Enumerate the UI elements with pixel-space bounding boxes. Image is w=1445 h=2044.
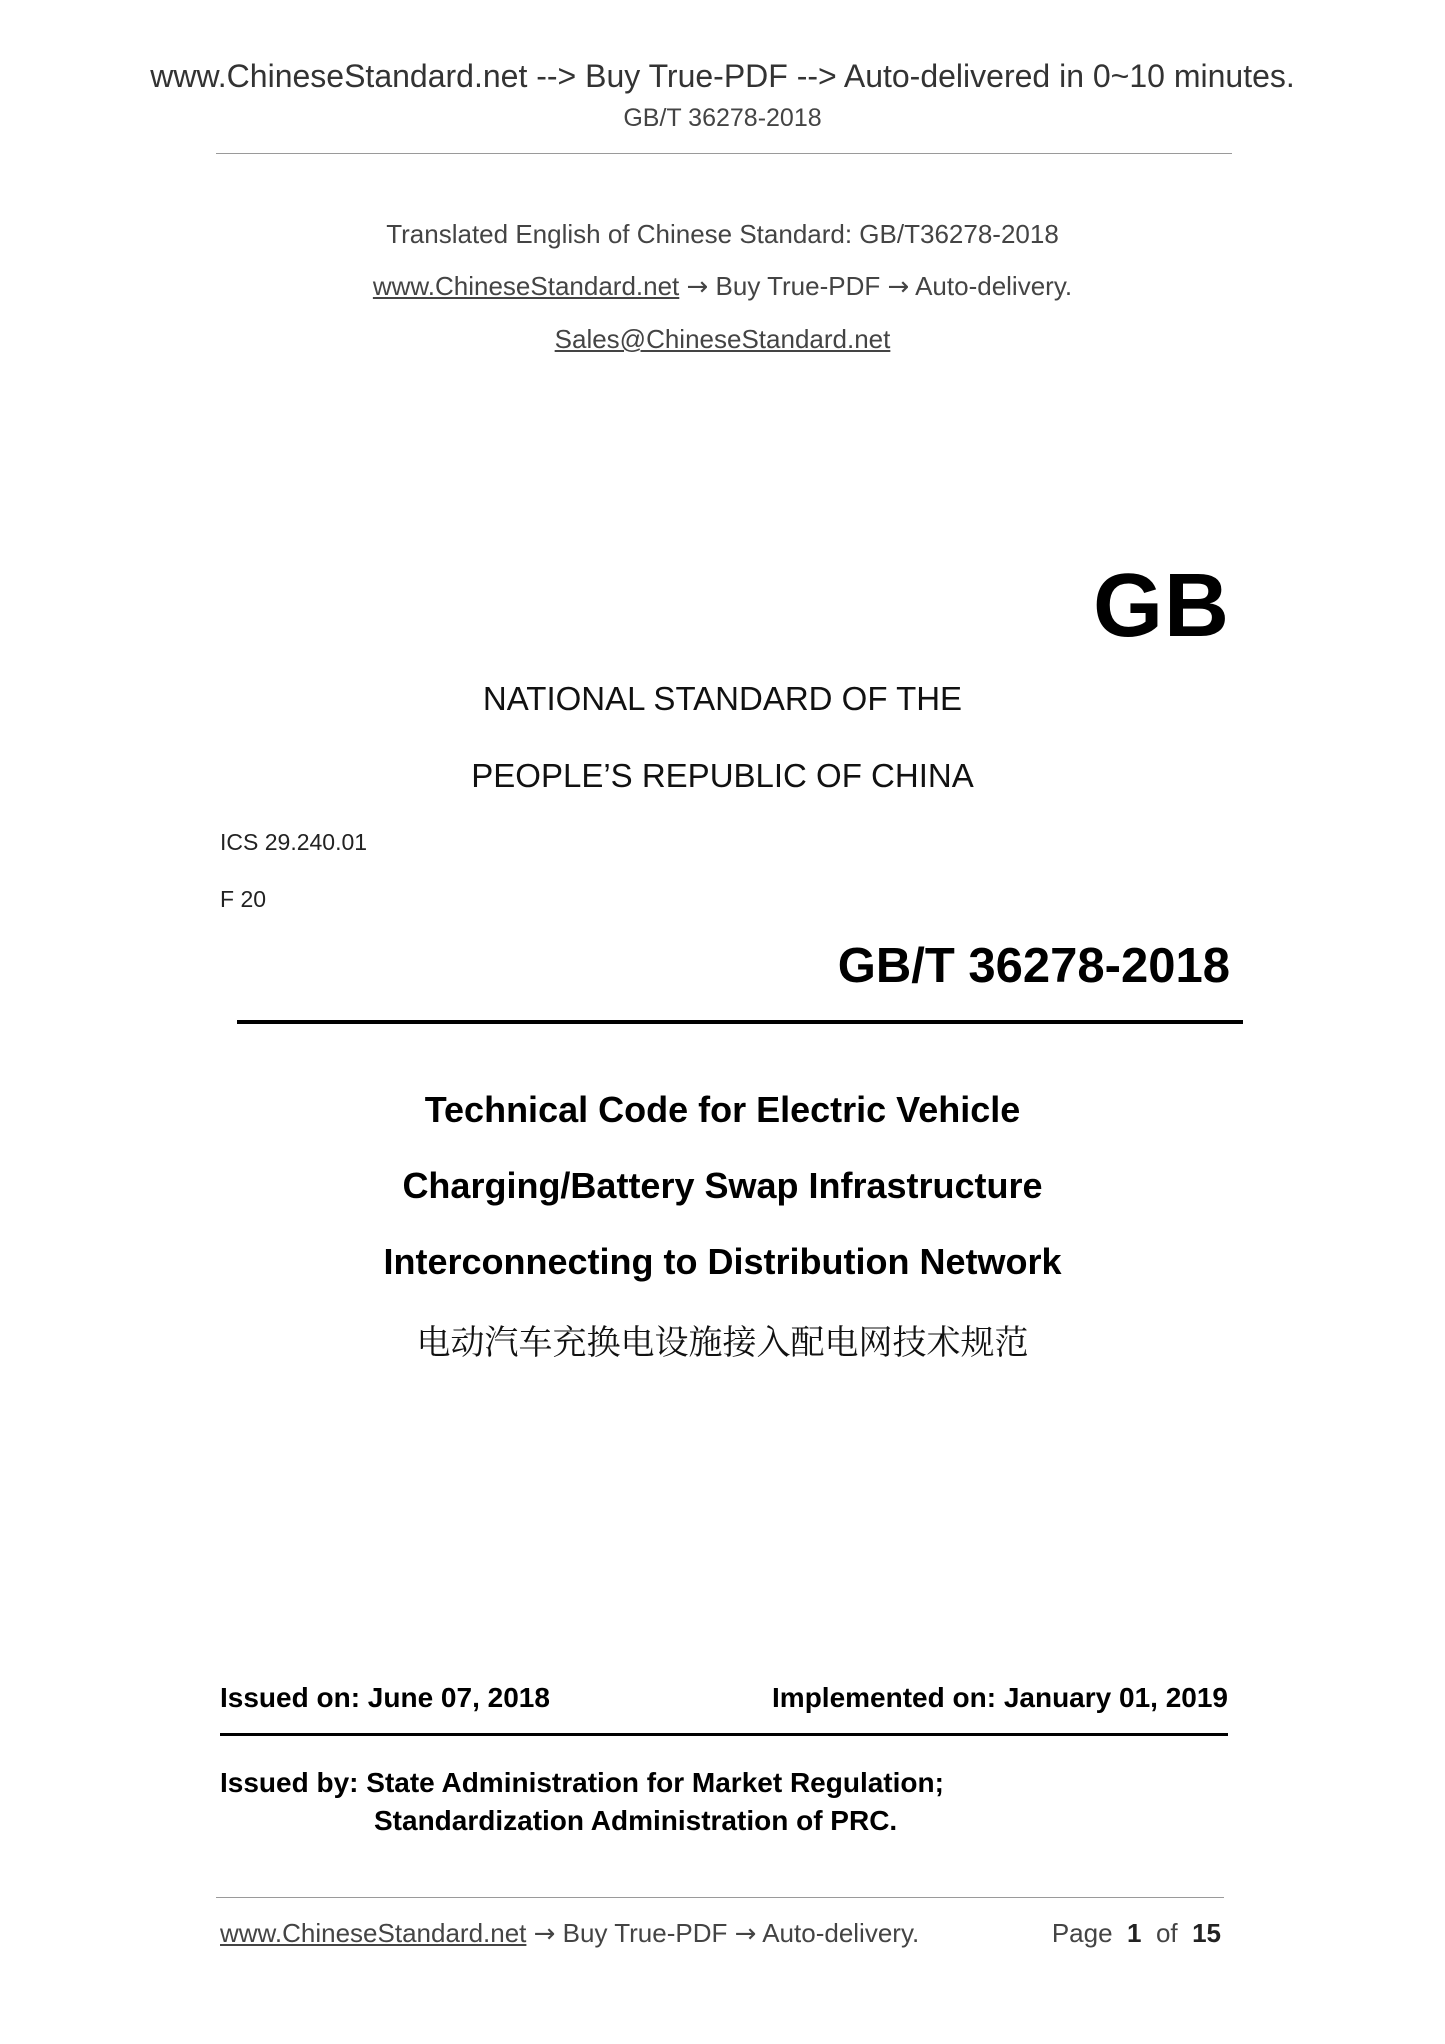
buy-text: Buy True-PDF xyxy=(715,271,881,301)
page-of: of xyxy=(1155,1918,1178,1948)
footer-buy-text: Buy True-PDF xyxy=(562,1918,728,1948)
footer-divider xyxy=(216,1897,1224,1898)
footer-delivery-text: Auto-delivery. xyxy=(762,1918,920,1948)
issued-date: Issued on: June 07, 2018 xyxy=(220,1682,550,1713)
arrow-right-icon: → xyxy=(887,272,910,302)
arrow-right-icon: → xyxy=(686,272,709,302)
page-indicator xyxy=(1052,1918,1221,1949)
delivery-text: Auto-delivery. xyxy=(915,271,1073,301)
national-standard-line1: NATIONAL STANDARD OF THE xyxy=(482,680,963,717)
classification-code: F 20 xyxy=(220,886,267,912)
page-current: 1 xyxy=(1127,1918,1142,1948)
site-link[interactable]: www.ChineseStandard.net xyxy=(372,271,680,301)
title-line1: Technical Code for Electric Vehicle xyxy=(424,1089,1021,1130)
translation-note: Translated English of Chinese Standard: GB/T36278-2018 xyxy=(386,219,1059,249)
gb-mark: GB xyxy=(1093,556,1230,656)
issue-divider xyxy=(220,1733,1228,1736)
title-line2: Charging/Battery Swap Infrastructure xyxy=(402,1165,1043,1206)
title-line3: Interconnecting to Distribution Network xyxy=(383,1241,1062,1282)
page-total: 15 xyxy=(1192,1918,1221,1948)
implemented-date: Implemented on: January 01, 2019 xyxy=(772,1682,1228,1713)
issued-by-line1: Issued by: State Administration for Market Regulation; xyxy=(220,1767,944,1798)
header-standard-code: GB/T 36278-2018 xyxy=(623,104,822,132)
sales-email-link[interactable]: Sales@ChineseStandard.net xyxy=(554,324,891,354)
purchase-line xyxy=(0,271,1445,302)
standard-code: GB/T 36278-2018 xyxy=(837,939,1230,993)
email-line xyxy=(0,324,1445,355)
national-standard-line2: PEOPLE’S REPUBLIC OF CHINA xyxy=(471,757,974,794)
ics-code: ICS 29.240.01 xyxy=(220,829,368,855)
header-divider xyxy=(216,153,1232,154)
arrow-right-icon: → xyxy=(734,1919,757,1949)
page-label: Page xyxy=(1051,1918,1113,1948)
arrow-right-icon: → xyxy=(533,1919,556,1949)
issued-by-line2: Standardization Administration of PRC. xyxy=(374,1805,898,1836)
title-chinese: 电动汽车充换电设施接入配电网技术规范 xyxy=(416,1324,1029,1362)
header-banner: www.ChineseStandard.net --> Buy True-PDF --> Auto-delivered in 0~10 minutes. xyxy=(150,58,1295,94)
footer-purchase-line xyxy=(220,1918,919,1949)
footer-site-link[interactable]: www.ChineseStandard.net xyxy=(220,1918,527,1948)
title-divider xyxy=(237,1020,1243,1024)
